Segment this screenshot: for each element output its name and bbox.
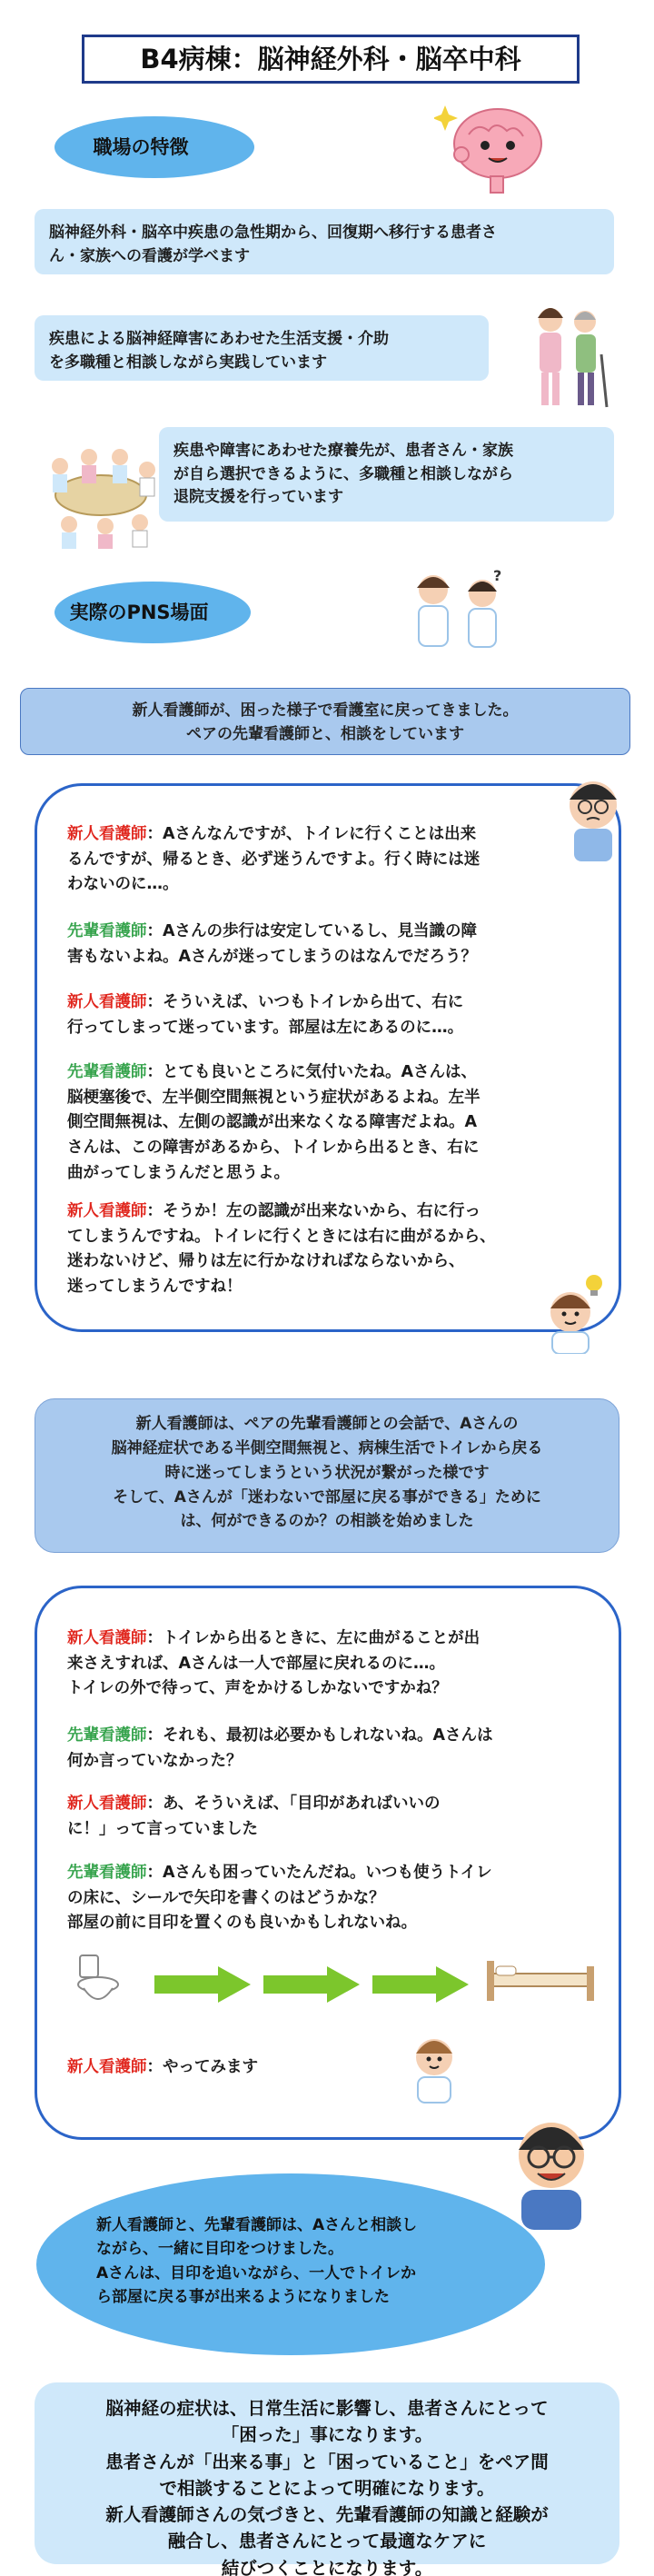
speaker-new-nurse: 新人看護師 xyxy=(67,1202,147,1220)
feature-1-line2: ん・家族への看護が学べます xyxy=(49,246,250,265)
speaker-new-nurse: 新人看護師 xyxy=(67,993,147,1011)
patient-man-icon xyxy=(501,2110,601,2230)
feature-card-3 xyxy=(159,427,614,522)
bed-icon xyxy=(481,1954,600,2004)
scenario-intro xyxy=(20,688,630,755)
conclusion-box: 脳神経の症状は、日常生活に影響し、患者さんにとって 「困った」事になります。 患者さんが「出来る事」と「困っていること」をペア間 で相談することによって明確になります。 新人看護師さんの気づきと、先輩看護師の知識と経験が 融合し、患者さんにとって最適なケアに 結びつくことになります。 xyxy=(35,2382,619,2564)
two-nurses-icon xyxy=(404,568,513,654)
feature-3-line1: 疾患や障害にあわせた療養先が、患者さん・家族 xyxy=(173,442,513,460)
speaker-senior-nurse: 先輩看護師 xyxy=(67,1063,147,1081)
dialog2-line-4: 先輩看護師：Aさんも困っていたんだね。いつも使うトイレ の床に、シールで矢印を書くのはどうかな？ 部屋の前に目印を置くのも良いかもしれないね。 xyxy=(67,1864,492,1933)
feature-2-line1: 疾患による脳神経障害にあわせた生活支援・介助 xyxy=(49,330,389,348)
intro-line1: 新人看護師が、困った様子で看護室に戻ってきました。 xyxy=(132,701,519,720)
svg-text:?: ? xyxy=(493,568,502,584)
speaker-new-nurse: 新人看護師 xyxy=(67,825,147,843)
page-title: B4病棟：脳神経外科・脳卒中科 xyxy=(82,35,580,84)
feature-1-line1: 脳神経外科・脳卒中疾患の急性期から、回復期へ移行する患者さ xyxy=(49,224,497,242)
speaker-senior-nurse: 先輩看護師 xyxy=(67,1864,147,1882)
speaker-new-nurse: 新人看護師 xyxy=(67,2058,147,2076)
dialog2-line-5: 新人看護師：やってみます xyxy=(67,2058,258,2076)
dialog2-line-3: 新人看護師：あ、そういえば、「目印があればいいの に！」って言っていました xyxy=(67,1795,441,1838)
dialog1-line-3: 新人看護師：そういえば、いつもトイレから出て、右に 行ってしまって迷っています。部屋は左にあるのに…。 xyxy=(67,993,464,1037)
speaker-new-nurse: 新人看護師 xyxy=(67,1629,147,1647)
brain-mascot-icon xyxy=(434,98,552,198)
summary-box: 新人看護師は、ペアの先輩看護師との会話で、Aさんの 脳神経症状である半側空間無視と、病棟生活でトイレから戻る 時に迷ってしまうという状況が繋がった様です そして、Aさんが「迷わないで部屋に戻る事ができる」ために は、何ができるのか？の相談を始めました xyxy=(35,1398,619,1553)
senior-nurse-idea-icon xyxy=(538,1272,610,1354)
caregiver-walking-icon xyxy=(518,300,618,413)
feature-2-line2: を多職種と相談しながら実践しています xyxy=(49,353,327,372)
feature-card-1 xyxy=(35,209,614,274)
feature-card-2 xyxy=(35,315,489,381)
intro-line2: ペアの先輩看護師と、相談をしています xyxy=(186,725,464,744)
dialog1-line-2: 先輩看護師：Aさんの歩行は安定しているし、見当識の障 害もないよね。Aさんが迷ってしまうのはなんでだろう？ xyxy=(67,922,478,966)
speaker-new-nurse: 新人看護師 xyxy=(67,1795,147,1813)
result-cloud: 新人看護師と、先輩看護師は、Aさんと相談し ながら、一緒に目印をつけました。 Aさんは、目印を追いながら、一人でトイレか ら部屋に戻る事が出来るようになりました xyxy=(36,2173,545,2355)
dialog2-line-2: 先輩看護師：それも、最初は必要かもしれないね。Aさんは 何か言っていなかった？ xyxy=(67,1726,493,1770)
speaker-senior-nurse: 先輩看護師 xyxy=(67,922,147,940)
arrow-right-icon xyxy=(154,1966,251,2003)
arrow-right-icon xyxy=(372,1966,469,2003)
toilet-icon xyxy=(74,1954,122,2010)
section-heading-features: 職場の特徴 xyxy=(54,116,254,178)
arrow-right-icon xyxy=(263,1966,360,2003)
dialog2-line-1: 新人看護師：トイレから出るときに、左に曲がることが出 来さえすれば、Aさんは一人で部屋に戻れるのに…。 トイレの外で待って、声をかけるしかないですかね？ xyxy=(67,1629,481,1698)
dialog1-line-4: 先輩看護師：とても良いところに気付いたね。Aさんは、 脳梗塞後で、左半側空間無視という症状があるよね。左半 側空間無視は、左側の認識が出来なくなる障害だよね。A さんは、この障害があるから、トイレから出るとき、右に 曲がってしまうんだと思うよ。 xyxy=(67,1063,481,1182)
dialog1-line-1: 新人看護師：Aさんなんですが、トイレに行くことは出来 るんですが、帰るとき、必ず迷うんですよ。行く時には迷 わないのに…。 xyxy=(67,825,481,894)
new-nurse-icon xyxy=(407,2032,461,2104)
team-meeting-icon xyxy=(33,432,169,550)
dialog1-line-5: 新人看護師：そうか！左の認識が出来ないから、右に行っ てしまうんですね。トイレに行くときには右に曲がるから、 迷わないけど、帰りは左に行かなければならないから、 迷ってしまうんですね！ xyxy=(67,1202,496,1296)
speaker-senior-nurse: 先輩看護師 xyxy=(67,1726,147,1745)
feature-3-line2: が自ら選択できるように、多職種と相談しながら xyxy=(173,464,513,483)
section-heading-pns: 実際のPNS場面 xyxy=(54,582,251,643)
feature-3-line3: 退院支援を行っています xyxy=(173,488,343,506)
